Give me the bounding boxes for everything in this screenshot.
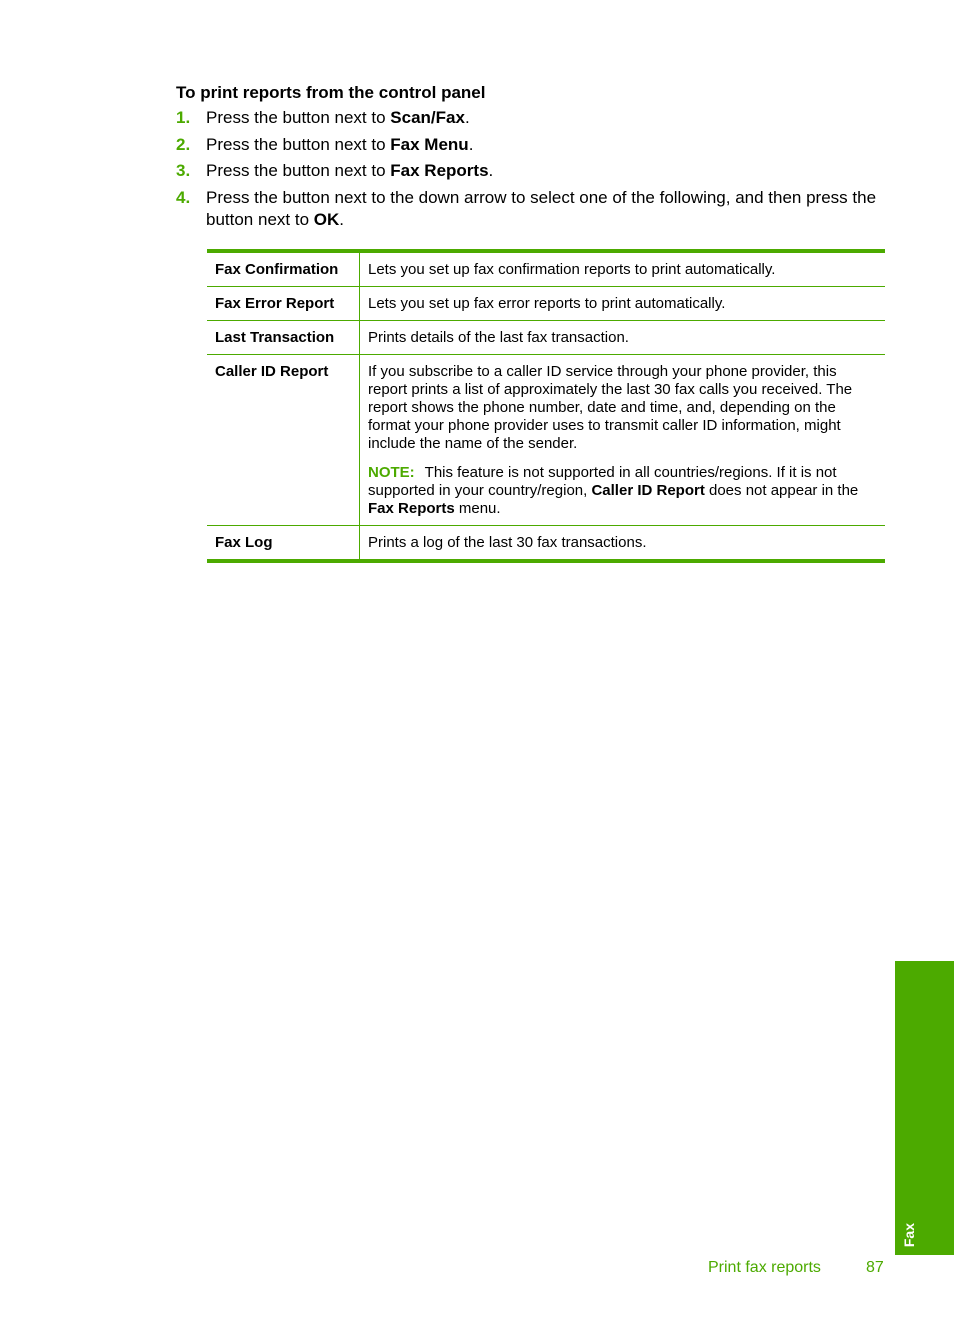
note-bold: Fax Reports (368, 500, 455, 517)
report-description: Lets you set up fax confirmation reports to print automatically. (368, 261, 776, 278)
report-option: Caller ID Report (207, 355, 360, 526)
report-option: Fax Confirmation (207, 251, 360, 287)
step-text: Press the button next to (206, 108, 391, 127)
report-description: Lets you set up fax error reports to print automatically. (360, 287, 886, 321)
step-end: . (464, 108, 470, 127)
step-bold: OK (313, 210, 340, 229)
report-description-cell (360, 355, 886, 526)
report-option: Fax Error Report (207, 287, 360, 321)
note-text: This feature is not supported in all countries/regions. If it is not supported in your country/region, (368, 464, 837, 499)
report-option: Fax Log (207, 526, 360, 562)
chapter-tab (895, 961, 954, 1255)
step-2 (176, 134, 473, 156)
step-number: 3. (176, 161, 191, 180)
step-end: . (468, 135, 474, 154)
step-4 (176, 187, 886, 231)
table-row (207, 355, 885, 526)
table-row (207, 287, 885, 321)
report-description: Prints a log of the last 30 fax transactions. (360, 526, 886, 562)
report-option: Last Transaction (207, 321, 360, 355)
step-number: 1. (176, 108, 191, 127)
note-label: NOTE: (368, 464, 415, 481)
page-number: 87 (866, 1259, 884, 1276)
step-end: . (488, 161, 494, 180)
step-1 (176, 107, 470, 129)
footer-section-title: Print fax reports (708, 1259, 821, 1276)
step-text: Press the button next to (206, 135, 391, 154)
step-number: 4. (176, 188, 191, 207)
table-row (207, 526, 885, 562)
table-row (207, 321, 885, 355)
step-text: Press the button next to (206, 161, 391, 180)
step-number: 2. (176, 135, 191, 154)
step-bold: Scan/Fax (390, 108, 465, 127)
chapter-tab-label: Fax (901, 1222, 917, 1247)
table-row (207, 251, 885, 287)
section-heading: To print reports from the control panel (176, 83, 486, 102)
reports-table (207, 249, 885, 563)
note-text: does not appear in the (704, 482, 859, 499)
note-text: menu. (454, 500, 501, 517)
step-bold: Fax Reports (390, 161, 489, 180)
step-3 (176, 160, 493, 182)
report-description: Prints details of the last fax transaction. (360, 321, 886, 355)
note-bold: Caller ID Report (591, 482, 705, 499)
step-text: Press the button next to the down arrow to select one of the following, and then press the button next to (206, 188, 877, 229)
note-block (368, 464, 877, 518)
step-end: . (339, 210, 344, 229)
step-bold: Fax Menu (390, 135, 469, 154)
report-description: If you subscribe to a caller ID service through your phone provider, this report prints a list of approximately the last 30 fax calls you received. The report shows the phone number, date and time, and, depending on the format your phone provider uses to transmit caller ID information, might include the name of the sender. (368, 363, 853, 452)
